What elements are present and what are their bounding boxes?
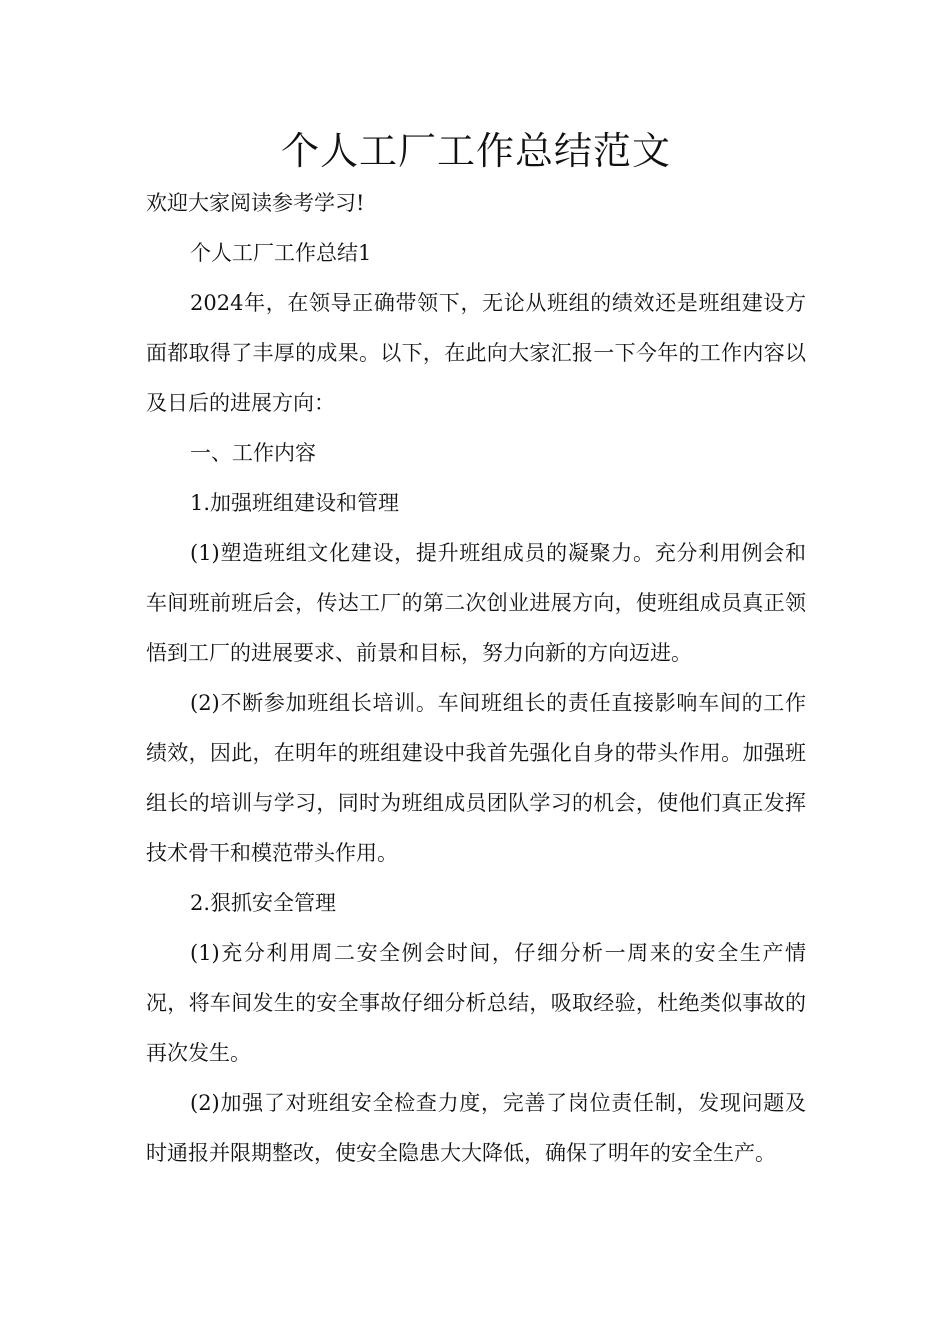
subsection-heading: 2.狠抓安全管理 bbox=[190, 891, 337, 915]
paragraph: (2)不断参加班组长培训。车间班组长的责任直接影响车间的工作绩效，因此，在明年的班组建设中我首先强化自身的带头作用。加强班组长的培训与学习，同时为班组成员团队学习的机会，使他们真正发挥技术骨干和模范带头作用。 bbox=[146, 691, 806, 865]
intro-line: 欢迎大家阅读参考学习! bbox=[146, 191, 365, 215]
paragraph: (2)加强了对班组安全检查力度，完善了岗位责任制，发现问题及时通报并限期整改，使安全隐患大大降低，确保了明年的安全生产。 bbox=[146, 1091, 806, 1165]
document-title: 个人工厂工作总结范文 bbox=[280, 129, 671, 173]
section-heading: 一、工作内容 bbox=[190, 441, 316, 465]
section-heading: 个人工厂工作总结1 bbox=[190, 241, 372, 265]
paragraph: (1)充分利用周二安全例会时间，仔细分析一周来的安全生产情况，将车间发生的安全事故仔细分析总结，吸取经验，杜绝类似事故的再次发生。 bbox=[146, 941, 806, 1065]
paragraph: 2024年，在领导正确带领下，无论从班组的绩效还是班组建设方面都取得了丰厚的成果。以下，在此向大家汇报一下今年的工作内容以及日后的进展方向： bbox=[146, 291, 806, 415]
paragraph: (1)塑造班组文化建设，提升班组成员的凝聚力。充分利用例会和车间班前班后会，传达工厂的第二次创业进展方向，使班组成员真正领悟到工厂的进展要求、前景和目标，努力向新的方向迈进。 bbox=[146, 541, 806, 665]
document-body bbox=[146, 178, 806, 1178]
subsection-heading: 1.加强班组建设和管理 bbox=[190, 491, 400, 515]
